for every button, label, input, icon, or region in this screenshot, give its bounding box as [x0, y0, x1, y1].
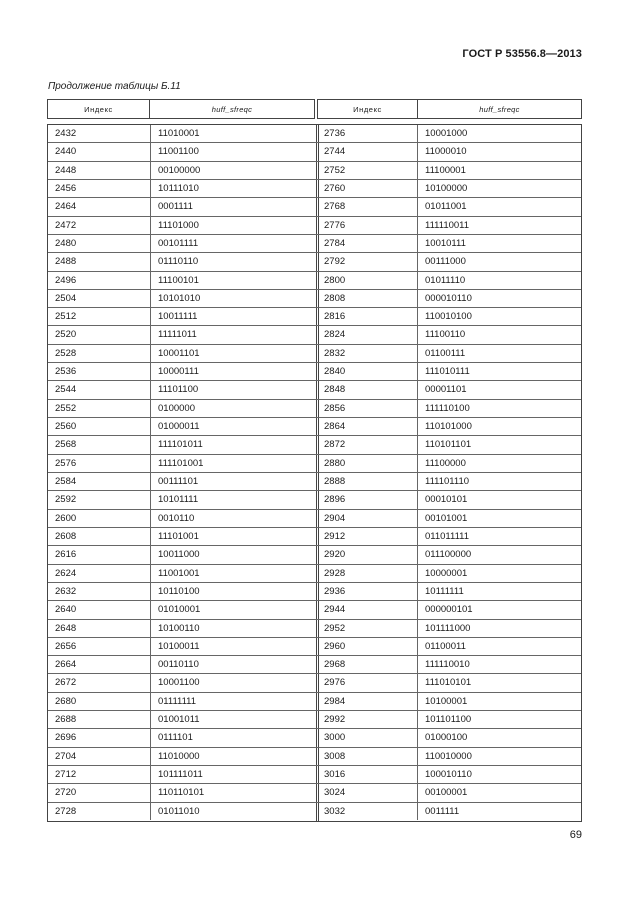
cell-index-left: 2432 — [55, 128, 77, 139]
cell-code-right: 00001101 — [417, 381, 581, 398]
cell-code-right: 01011110 — [417, 272, 581, 289]
table-row — [48, 455, 581, 473]
cell-index-left: 2544 — [55, 384, 77, 396]
cell-code-left: 10101010 — [150, 290, 316, 307]
cell-code-left: 00101111 — [150, 235, 316, 252]
cell-code-left: 0100000 — [150, 400, 316, 417]
cell-code-right: 110010000 — [417, 748, 581, 765]
table-row — [48, 381, 581, 399]
cell-code-right: 00101001 — [417, 510, 581, 527]
cell-index-left: 2648 — [55, 622, 77, 634]
cell-index-left: 2720 — [55, 787, 77, 799]
cell-code-right: 101111000 — [417, 620, 581, 637]
cell-code-right: 10000001 — [417, 565, 581, 582]
cell-code-left: 01110110 — [150, 253, 316, 270]
cell-index-left: 2640 — [55, 604, 77, 616]
table-header — [47, 99, 582, 121]
cell-index-left: 2448 — [55, 164, 77, 176]
table-caption: Продолжение таблицы Б.11 — [48, 81, 181, 92]
table-row — [48, 473, 581, 491]
cell-index-right: 2880 — [316, 455, 417, 472]
cell-code-right: 111010101 — [417, 674, 581, 691]
cell-index-right: 2848 — [316, 381, 417, 398]
data-table — [47, 124, 582, 822]
cell-code-left: 10011111 — [150, 308, 316, 325]
cell-index-right: 2992 — [316, 711, 417, 728]
cell-code-right: 10001000 — [417, 125, 581, 142]
cell-code-right: 111110100 — [417, 400, 581, 417]
cell-index-left: 2584 — [55, 476, 77, 487]
cell-index-right: 2752 — [316, 162, 417, 179]
cell-index-left: 2440 — [55, 146, 77, 158]
table-row — [48, 143, 581, 161]
cell-index-right: 2744 — [316, 143, 417, 160]
cell-index-right: 3008 — [316, 748, 417, 765]
cell-code-left: 10111010 — [150, 180, 316, 197]
cell-index-right: 2952 — [316, 620, 417, 637]
cell-index-left: 2680 — [55, 695, 77, 707]
column-header-huff-left: huff_sfreqc — [149, 99, 315, 119]
table-row — [48, 711, 581, 729]
cell-index-right: 3016 — [316, 766, 417, 783]
cell-code-left: 11001001 — [150, 565, 316, 582]
cell-code-right: 111110011 — [417, 217, 581, 234]
cell-code-right: 111110010 — [417, 656, 581, 673]
table-row — [48, 235, 581, 253]
table-row — [48, 125, 581, 143]
table-row — [48, 638, 581, 656]
cell-code-right: 110101000 — [417, 418, 581, 435]
cell-code-right: 000000101 — [417, 601, 581, 618]
cell-code-right: 01100011 — [417, 638, 581, 655]
cell-code-right: 01011001 — [417, 198, 581, 215]
table-row — [48, 162, 581, 180]
table-row — [48, 803, 581, 821]
cell-code-left: 111101011 — [150, 436, 316, 453]
cell-code-right: 00010101 — [417, 491, 581, 508]
table-row — [48, 436, 581, 454]
table-row — [48, 290, 581, 308]
cell-index-right: 2776 — [316, 217, 417, 234]
table-row — [48, 748, 581, 766]
table-row — [48, 656, 581, 674]
cell-code-left: 11101000 — [150, 217, 316, 234]
cell-index-left: 2488 — [55, 256, 77, 268]
column-header-index-left: Индекс — [47, 99, 150, 119]
cell-index-left: 2568 — [55, 439, 77, 451]
cell-index-left: 2512 — [55, 311, 77, 323]
cell-code-right: 10100000 — [417, 180, 581, 197]
table-row — [48, 601, 581, 619]
table-row — [48, 510, 581, 528]
table-row — [48, 217, 581, 235]
cell-code-left: 10100011 — [150, 638, 316, 655]
cell-code-right: 111101110 — [417, 473, 581, 490]
cell-code-left: 01000011 — [150, 418, 316, 435]
cell-index-right: 2856 — [316, 400, 417, 417]
cell-code-left: 10011000 — [150, 546, 316, 563]
cell-code-left: 11010000 — [150, 748, 316, 765]
column-header-huff-right: huff_sfreqc — [417, 99, 582, 119]
table-row — [48, 674, 581, 692]
page-number: 69 — [569, 829, 582, 841]
cell-code-right: 011100000 — [417, 546, 581, 563]
cell-code-left: 11101001 — [150, 528, 316, 545]
cell-code-right: 10010111 — [417, 235, 581, 252]
cell-index-right: 2872 — [316, 436, 417, 453]
cell-code-left: 0111101 — [150, 729, 316, 746]
cell-index-left: 2480 — [55, 237, 77, 249]
cell-index-left: 2704 — [55, 750, 77, 762]
cell-index-right: 2760 — [316, 180, 417, 197]
cell-index-left: 2592 — [55, 494, 77, 506]
table-row — [48, 784, 581, 802]
cell-code-left: 10000111 — [150, 363, 316, 380]
cell-index-right: 3024 — [316, 784, 417, 801]
cell-index-right: 2768 — [316, 198, 417, 215]
cell-index-left: 2616 — [55, 549, 77, 561]
cell-index-left: 2728 — [55, 805, 77, 817]
table-row — [48, 565, 581, 583]
table-row — [48, 491, 581, 509]
cell-code-left: 0010110 — [150, 510, 316, 527]
table-row — [48, 418, 581, 436]
cell-code-left: 01010001 — [150, 601, 316, 618]
cell-index-left: 2464 — [55, 201, 77, 213]
cell-index-right: 2792 — [316, 253, 417, 270]
cell-code-left: 11100101 — [150, 272, 316, 289]
cell-code-right: 00100001 — [417, 784, 581, 801]
cell-index-right: 2968 — [316, 656, 417, 673]
cell-index-left: 2608 — [55, 530, 77, 542]
cell-index-right: 2936 — [316, 583, 417, 600]
cell-index-right: 2832 — [316, 345, 417, 362]
table-row — [48, 363, 581, 381]
cell-index-left: 2576 — [55, 457, 77, 469]
cell-index-left: 2600 — [55, 512, 77, 524]
cell-index-left: 2560 — [55, 421, 77, 433]
cell-code-right: 011011111 — [417, 528, 581, 545]
cell-code-left: 01001011 — [150, 711, 316, 728]
column-header-index-right: Индекс — [317, 99, 418, 119]
cell-code-left: 0001111 — [150, 198, 316, 215]
cell-code-left: 110110101 — [150, 784, 316, 801]
cell-index-right: 2928 — [316, 565, 417, 582]
cell-index-left: 2632 — [55, 585, 77, 597]
cell-code-left: 00110110 — [150, 656, 316, 673]
cell-code-right: 10111111 — [417, 583, 581, 600]
cell-index-right: 2816 — [316, 308, 417, 325]
cell-index-left: 2696 — [55, 732, 77, 744]
cell-code-right: 100010110 — [417, 766, 581, 783]
cell-index-left: 2536 — [55, 366, 77, 378]
cell-index-right: 2984 — [316, 693, 417, 710]
cell-code-left: 10001101 — [150, 345, 316, 362]
cell-code-right: 01100111 — [417, 345, 581, 362]
cell-index-right: 2800 — [316, 272, 417, 289]
cell-index-left: 2672 — [55, 677, 77, 689]
cell-code-left: 10100110 — [150, 620, 316, 637]
cell-index-right: 2960 — [316, 638, 417, 655]
cell-index-right: 2824 — [316, 326, 417, 343]
cell-index-right: 3032 — [316, 803, 417, 820]
cell-index-right: 2920 — [316, 546, 417, 563]
cell-index-left: 2496 — [55, 274, 77, 286]
cell-code-left: 11001100 — [150, 143, 316, 160]
table-row — [48, 308, 581, 326]
cell-code-right: 11100001 — [417, 162, 581, 179]
cell-code-left: 00111101 — [150, 473, 316, 490]
cell-code-left: 10101111 — [150, 491, 316, 508]
cell-index-right: 2736 — [316, 125, 417, 142]
cell-code-left: 11010001 — [150, 125, 316, 142]
table-row — [48, 345, 581, 363]
cell-code-right: 11100000 — [417, 455, 581, 472]
cell-code-right: 110010100 — [417, 308, 581, 325]
table-row — [48, 729, 581, 747]
cell-index-right: 2944 — [316, 601, 417, 618]
cell-code-left: 11111011 — [150, 326, 316, 343]
table-row — [48, 693, 581, 711]
cell-code-left: 10110100 — [150, 583, 316, 600]
table-row — [48, 198, 581, 216]
table-row — [48, 546, 581, 564]
table-row — [48, 528, 581, 546]
cell-index-left: 2456 — [55, 182, 77, 194]
cell-index-left: 2624 — [55, 567, 77, 579]
table-row — [48, 253, 581, 271]
cell-code-right: 00111000 — [417, 253, 581, 270]
cell-code-right: 11100110 — [417, 326, 581, 343]
table-row — [48, 272, 581, 290]
cell-index-left: 2712 — [55, 769, 77, 781]
cell-index-right: 2784 — [316, 235, 417, 252]
cell-index-right: 2904 — [316, 510, 417, 527]
cell-code-left: 01111111 — [150, 693, 316, 710]
cell-index-right: 2888 — [316, 473, 417, 490]
cell-code-right: 000010110 — [417, 290, 581, 307]
cell-index-right: 2864 — [316, 418, 417, 435]
cell-code-right: 0011111 — [417, 803, 581, 820]
table-row — [48, 180, 581, 198]
cell-code-right: 10100001 — [417, 693, 581, 710]
cell-code-right: 111010111 — [417, 363, 581, 380]
cell-code-left: 11101100 — [150, 381, 316, 398]
cell-code-right: 110101101 — [417, 436, 581, 453]
cell-index-left: 2688 — [55, 714, 77, 726]
cell-index-left: 2656 — [55, 640, 77, 652]
cell-index-left: 2664 — [55, 659, 77, 671]
cell-index-right: 2840 — [316, 363, 417, 380]
cell-index-right: 2808 — [316, 290, 417, 307]
standard-number: ГОСТ Р 53556.8—2013 — [462, 48, 582, 60]
cell-code-right: 01000100 — [417, 729, 581, 746]
cell-index-left: 2528 — [55, 347, 77, 359]
table-row — [48, 766, 581, 784]
cell-index-right: 2912 — [316, 528, 417, 545]
table-row — [48, 326, 581, 344]
cell-code-left: 10001100 — [150, 674, 316, 691]
table-row — [48, 620, 581, 638]
cell-index-left: 2552 — [55, 402, 77, 414]
cell-index-right: 3000 — [316, 729, 417, 746]
cell-code-left: 01011010 — [150, 803, 316, 820]
cell-index-left: 2472 — [55, 219, 77, 231]
cell-code-left: 111101001 — [150, 455, 316, 472]
cell-code-left: 00100000 — [150, 162, 316, 179]
cell-code-right: 101101100 — [417, 711, 581, 728]
cell-index-left: 2520 — [55, 329, 77, 341]
cell-index-right: 2976 — [316, 674, 417, 691]
table-row — [48, 400, 581, 418]
cell-index-left: 2504 — [55, 292, 77, 304]
cell-code-left: 101111011 — [150, 766, 316, 783]
cell-code-right: 11000010 — [417, 143, 581, 160]
table-row — [48, 583, 581, 601]
cell-index-right: 2896 — [316, 491, 417, 508]
